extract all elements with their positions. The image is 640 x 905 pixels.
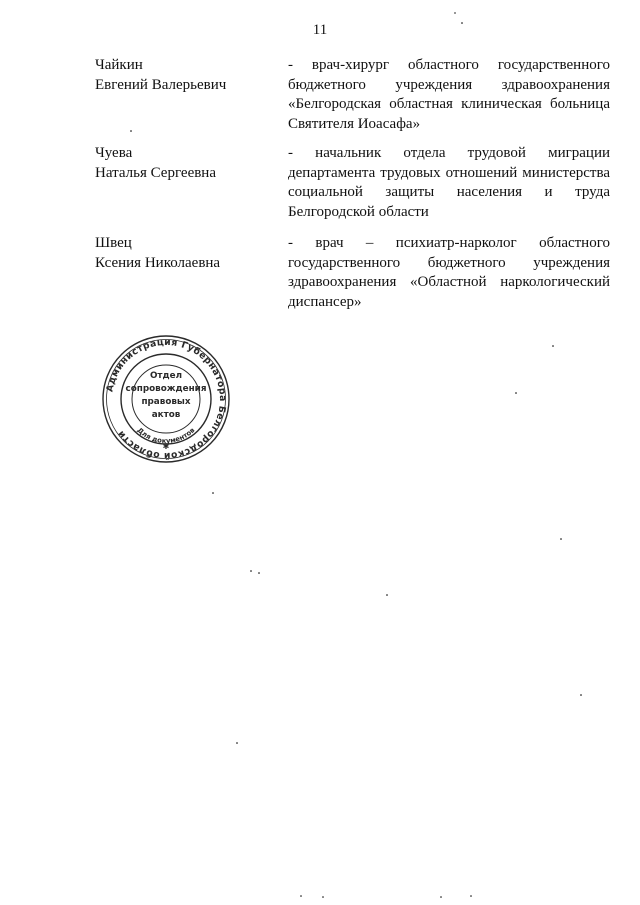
scan-speck (212, 492, 214, 494)
surname: Чуева (95, 145, 133, 161)
person-name (95, 234, 275, 273)
scan-speck (515, 392, 517, 394)
scan-speck (130, 130, 132, 132)
person-name (95, 144, 275, 183)
position-description: - врач – психиатр-нарколог областного государственного бюджетного учреждения здравоохранения «Областной наркологический диспансер» (288, 235, 610, 310)
page-number: 11 (312, 22, 328, 38)
seal-star-icon: ✱ (162, 442, 170, 451)
scan-speck (470, 895, 472, 897)
scan-speck (580, 694, 582, 696)
position-description: - врач-хирург областного государственного бюджетного учреждения здравоохранения «Белгородская областная клиническая больница Святителя Иоасафа» (288, 57, 610, 132)
scan-speck (322, 896, 324, 898)
given-names: Наталья Сергеевна (95, 164, 216, 181)
scan-speck (454, 12, 456, 14)
seal-bottom-text: Для документов (135, 426, 197, 446)
scan-speck (300, 895, 302, 897)
seal-center-line: правовых (141, 397, 191, 407)
scan-speck (552, 345, 554, 347)
seal-outer-text: Администрация Губернатора Белгородской области (104, 336, 229, 462)
scan-speck (440, 896, 442, 898)
given-names: Ксения Николаевна (95, 254, 221, 271)
seal-center-line: Отдел (149, 371, 183, 381)
scan-speck (236, 742, 238, 744)
surname: Чайкин (95, 57, 143, 73)
scan-speck (258, 572, 260, 574)
person-name (95, 56, 275, 95)
seal-center-text (125, 371, 206, 420)
scan-speck (250, 570, 252, 572)
official-seal (100, 333, 232, 465)
given-names: Евгений Валерьевич (95, 76, 227, 93)
scan-speck (461, 22, 463, 24)
surname: Швец (95, 235, 132, 251)
scan-speck (560, 538, 562, 540)
seal-center-line: актов (151, 410, 181, 420)
scan-speck (386, 594, 388, 596)
seal-center-line: сопровождения (125, 384, 207, 394)
position-description: - начальник отдела трудовой миграции департамента трудовых отношений министерства социальной защиты населения и труда Белгородской области (288, 145, 610, 220)
